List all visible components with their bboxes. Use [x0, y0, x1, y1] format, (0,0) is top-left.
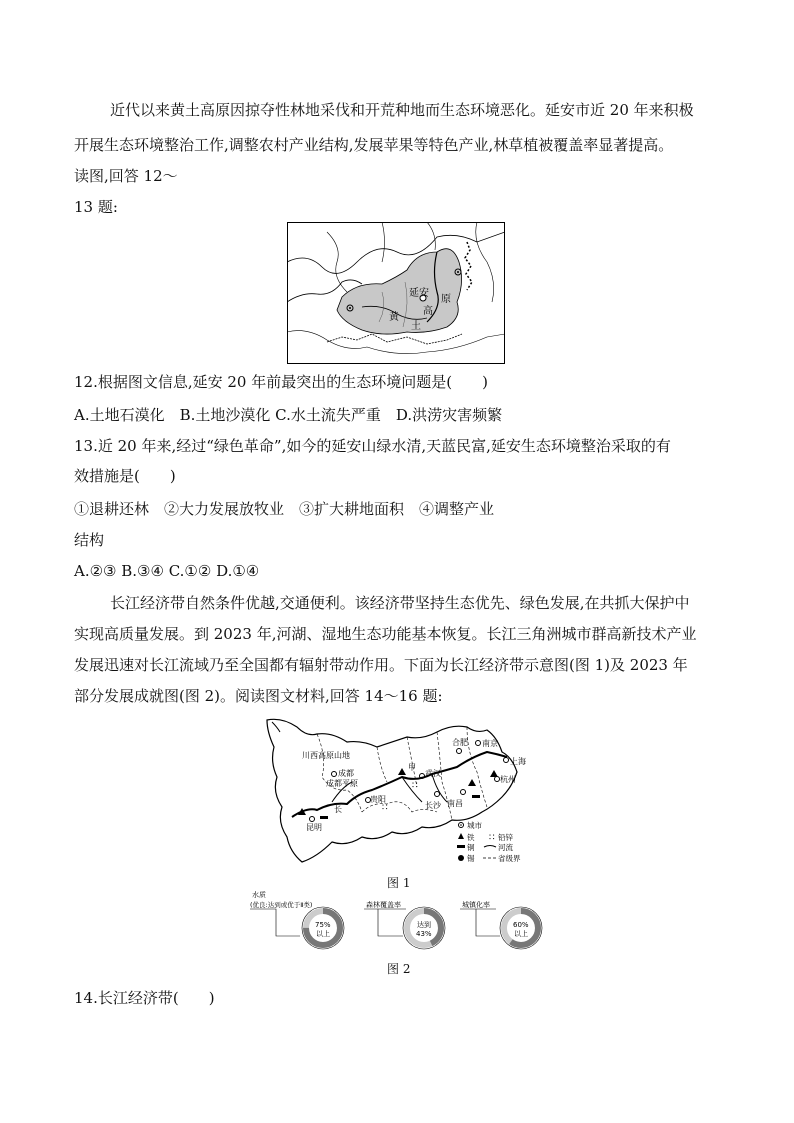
intro-line-4: 13 题: — [74, 198, 118, 216]
q14-stem: 14.长江经济带( ) — [74, 989, 215, 1007]
fig1-caption: 图 1 — [387, 876, 411, 890]
label-jia: 甲 — [408, 763, 416, 772]
svg-text:∷: ∷ — [489, 833, 495, 843]
para2-line-1: 长江经济带自然条件优越,交通便利。该经济带坚持生态优先、绿色发展,在共抓大保护中 — [110, 594, 690, 612]
label-shanghai: 上海 — [510, 757, 526, 766]
q13-options: A.②③ B.③④ C.①② D.①④ — [74, 562, 260, 580]
label-chang: 长 — [334, 805, 342, 814]
q13-items: ①退耕还林 ②大力发展放牧业 ③扩大耕地面积 ④调整产业 — [74, 500, 495, 518]
urban-value-2: 以上 — [514, 930, 528, 938]
q12-options: A.土地石漠化 B.土地沙漠化 C.水土流失严重 D.洪涝灾害频繁 — [74, 406, 503, 424]
label-yuan: 原 — [441, 294, 451, 305]
label-guiyang: 贵阳 — [370, 795, 386, 804]
label-hangzhou: 杭州 — [500, 775, 516, 784]
q13-items-cont: 结构 — [74, 531, 105, 549]
water-title-2: (优良:达到或优于Ⅱ类) — [250, 901, 313, 909]
label-kunming: 昆明 — [306, 823, 322, 832]
legend-copper: 铜 — [467, 843, 475, 852]
para2-line-4: 部分发展成就图(图 2)。阅读图文材料,回答 14～16 题: — [74, 687, 443, 705]
q12-stem: 12.根据图文信息,延安 20 年前最突出的生态环境问题是( ) — [74, 373, 488, 391]
achievement-chart — [248, 888, 548, 960]
label-huang: 黄 — [389, 312, 399, 323]
label-hefei: 合肥 — [452, 738, 468, 747]
fig2-caption: 图 2 — [387, 962, 411, 976]
forest-title: 森林覆盖率 — [366, 901, 401, 909]
para2-line-2: 实现高质量发展。到 2023 年,河湖、湿地生态功能基本恢复。长江三角洲城市群高新技术产业 — [74, 625, 697, 643]
q13-stem-line1: 13.近 20 年来,经过“绿色革命”,如今的延安山绿水清,天蓝民富,延安生态环境整治采取的有 — [74, 437, 671, 455]
water-title-1: 水质 — [252, 891, 266, 899]
svg-text:∷: ∷ — [412, 781, 418, 791]
yangtze-belt-map — [262, 712, 552, 872]
label-nanchang: 南昌 — [447, 799, 463, 808]
label-wuhan: 武汉 — [425, 769, 441, 778]
para2-line-3: 发展迅速对长江流域乃至全国都有辐射带动作用。下面为长江经济带示意图(图 1)及 2023 年 — [74, 656, 688, 674]
legend-border: 省级界 — [498, 854, 521, 863]
legend-iron: 铁 — [467, 833, 475, 842]
legend-tin: 锡 — [467, 854, 475, 863]
intro-line-3: 读图,回答 12～ — [74, 167, 178, 185]
svg-text:∷: ∷ — [382, 803, 388, 813]
water-value-2: 以上 — [316, 930, 330, 938]
urban-title: 城镇化率 — [462, 901, 490, 909]
legend-city: 城市 — [467, 821, 482, 830]
label-chengdu-plain: 成都平原 — [326, 779, 358, 788]
legend-leadzinc: 铅锌 — [498, 833, 513, 842]
legend-river: 河流 — [498, 843, 513, 852]
forest-value-1: 达到 — [417, 921, 431, 929]
q13-stem-line2: 效措施是( ) — [74, 467, 176, 485]
label-gao: 高 — [423, 306, 433, 317]
label-chengdu: 成都 — [338, 769, 354, 778]
loess-plateau-map — [287, 222, 505, 364]
label-tu: 土 — [411, 321, 421, 332]
forest-value-2: 43% — [416, 930, 432, 938]
intro-line-2: 开展生态环境整治工作,调整农村产业结构,发展苹果等特色产业,林草植被覆盖率显著提高。 — [74, 136, 674, 154]
water-value-1: 75% — [315, 921, 331, 929]
urban-value-1: 60% — [513, 921, 529, 929]
label-nanjing: 南京 — [482, 739, 498, 748]
intro-line-1: 近代以来黄土高原因掠夺性林地采伐和开荒种地而生态环境恶化。延安市近 20 年来积极 — [110, 101, 694, 119]
yanan-label: 延安 — [409, 288, 429, 299]
label-changsha: 长沙 — [425, 801, 441, 810]
label-sichuan-plateau: 川西高原山地 — [302, 751, 350, 760]
